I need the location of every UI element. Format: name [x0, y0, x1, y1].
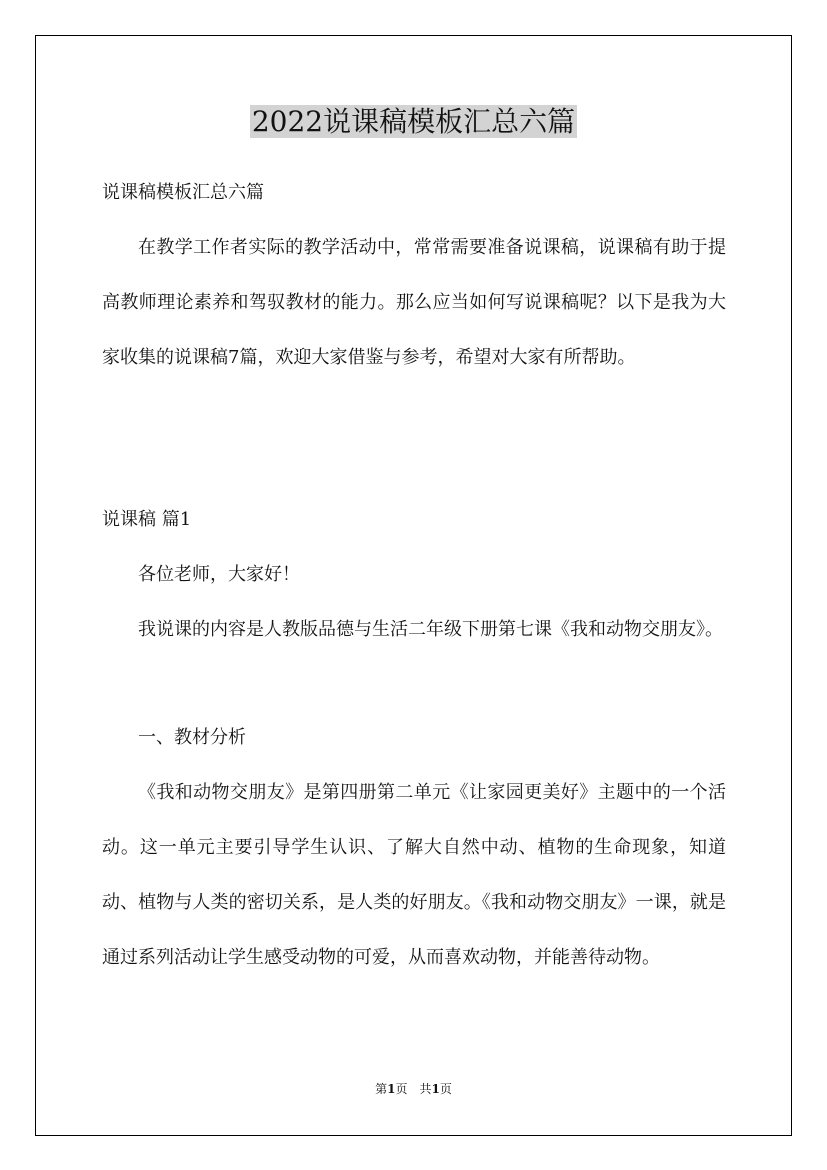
footer-page-prefix: 第 — [375, 1082, 388, 1096]
intro-paragraph: 在教学工作者实际的教学活动中，常常需要准备说课稿，说课稿有助于提高教师理论素养和驾驭教材的能力。那么应当如何写说课稿呢？以下是我为大家收集的说课稿7篇，欢迎大家借鉴与参考，希望对大家有所帮助。 — [102, 237, 726, 368]
footer-page-suffix: 页 — [439, 1082, 452, 1096]
analysis-paragraph: 《我和动物交朋友》是第四册第二单元《让家园更美好》主题中的一个活动。这一单元主要引导学生认识、了解大自然中动、植物的生命现象，知道动、植物与人类的密切关系，是人类的好朋友。《我和动物交朋友》一课，就是通过系列活动让学生感受动物的可爱，从而喜欢动物，并能善待动物。 — [102, 782, 726, 968]
document-subtitle: 说课稿模板汇总六篇 — [102, 182, 264, 203]
page-footer — [0, 1080, 827, 1097]
lesson-intro-paragraph: 我说课的内容是人教版品德与生活二年级下册第七课《我和动物交朋友》。 — [138, 619, 723, 640]
section-heading: 说课稿 篇1 — [102, 509, 192, 530]
greeting-paragraph: 各位老师，大家好！ — [138, 564, 300, 585]
document-title-text: 2022说课稿模板汇总六篇 — [251, 105, 576, 138]
document-title — [0, 100, 827, 144]
part-heading: 一、教材分析 — [138, 727, 246, 748]
footer-page-current: 1 — [387, 1082, 396, 1096]
footer-page-total: 1 — [431, 1082, 440, 1096]
footer-page-mid: 页 共 — [395, 1082, 432, 1096]
